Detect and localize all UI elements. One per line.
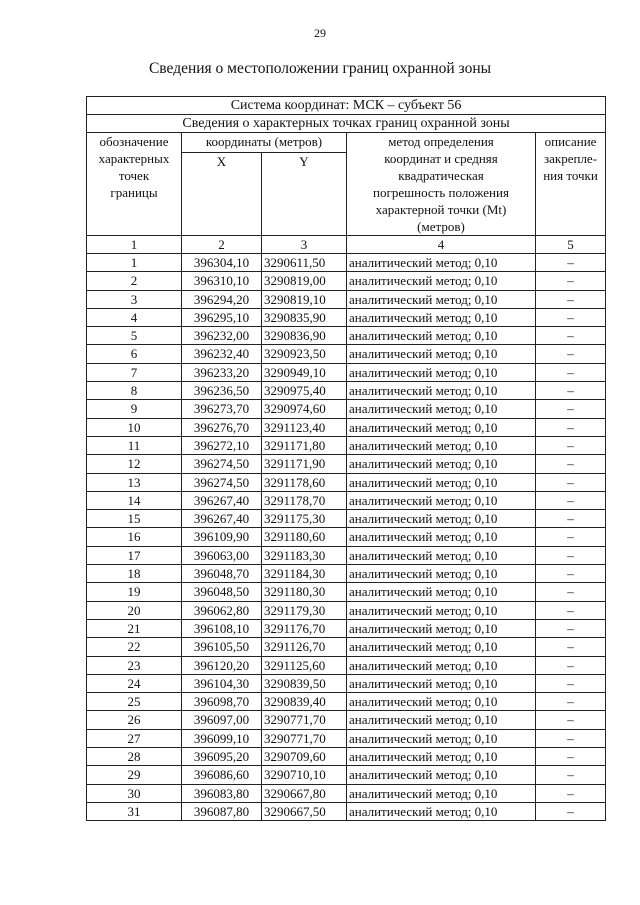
point-number: 16 — [87, 528, 182, 546]
point-number: 5 — [87, 327, 182, 345]
column-number: 3 — [262, 236, 347, 254]
header-description: описание закрепле- ния точки — [536, 133, 606, 236]
coordinate-x: 396294,20 — [182, 290, 262, 308]
method-text: аналитический метод; 0,10 — [347, 436, 536, 454]
coordinate-y: 3290975,40 — [262, 382, 347, 400]
table-row — [87, 619, 606, 637]
description-dash: – — [536, 656, 606, 674]
description-dash: – — [536, 473, 606, 491]
description-dash: – — [536, 638, 606, 656]
method-text: аналитический метод; 0,10 — [347, 766, 536, 784]
method-text: аналитический метод; 0,10 — [347, 638, 536, 656]
point-number: 22 — [87, 638, 182, 656]
coordinate-x: 396267,40 — [182, 510, 262, 528]
method-text: аналитический метод; 0,10 — [347, 546, 536, 564]
coordinate-x: 396276,70 — [182, 418, 262, 436]
page-number: 29 — [314, 26, 326, 40]
coordinate-x: 396104,30 — [182, 674, 262, 692]
description-dash: – — [536, 601, 606, 619]
description-dash: – — [536, 729, 606, 747]
coordinate-y: 3290923,50 — [262, 345, 347, 363]
method-text: аналитический метод; 0,10 — [347, 565, 536, 583]
header-x: X — [182, 153, 262, 236]
coordinate-y: 3290667,80 — [262, 784, 347, 802]
coordinate-y: 3291183,30 — [262, 546, 347, 564]
table-row — [87, 583, 606, 601]
coordinate-y: 3291175,30 — [262, 510, 347, 528]
description-dash: – — [536, 308, 606, 326]
method-text: аналитический метод; 0,10 — [347, 729, 536, 747]
coordinate-y: 3291176,70 — [262, 619, 347, 637]
method-text: аналитический метод; 0,10 — [347, 528, 536, 546]
coordinate-x: 396273,70 — [182, 400, 262, 418]
coordinate-x: 396083,80 — [182, 784, 262, 802]
coordinate-x: 396267,40 — [182, 491, 262, 509]
description-dash: – — [536, 363, 606, 381]
point-number: 12 — [87, 455, 182, 473]
description-dash: – — [536, 693, 606, 711]
table-row — [87, 601, 606, 619]
coordinate-y: 3290839,50 — [262, 674, 347, 692]
coordinate-x: 396108,10 — [182, 619, 262, 637]
table-subtitle: Сведения о характерных точках границ охранной зоны — [87, 115, 606, 133]
description-dash: – — [536, 766, 606, 784]
document-title: Сведения о местоположении границ охранной зоны — [148, 60, 492, 77]
method-text: аналитический метод; 0,10 — [347, 674, 536, 692]
coordinate-x: 396063,00 — [182, 546, 262, 564]
coordinate-x: 396295,10 — [182, 308, 262, 326]
point-number: 13 — [87, 473, 182, 491]
description-dash: – — [536, 802, 606, 820]
coordinate-x: 396098,70 — [182, 693, 262, 711]
coordinate-y: 3291180,30 — [262, 583, 347, 601]
coordinate-y: 3290771,70 — [262, 711, 347, 729]
method-text: аналитический метод; 0,10 — [347, 290, 536, 308]
point-number: 3 — [87, 290, 182, 308]
table-row — [87, 455, 606, 473]
description-dash: – — [536, 290, 606, 308]
description-dash: – — [536, 491, 606, 509]
method-text: аналитический метод; 0,10 — [347, 400, 536, 418]
method-text: аналитический метод; 0,10 — [347, 254, 536, 272]
description-dash: – — [536, 254, 606, 272]
coordinate-y: 3290611,50 — [262, 254, 347, 272]
coordinate-x: 396232,00 — [182, 327, 262, 345]
point-number: 19 — [87, 583, 182, 601]
point-number: 18 — [87, 565, 182, 583]
table-row — [87, 345, 606, 363]
description-dash: – — [536, 784, 606, 802]
description-dash: – — [536, 436, 606, 454]
description-dash: – — [536, 418, 606, 436]
point-number: 4 — [87, 308, 182, 326]
method-text: аналитический метод; 0,10 — [347, 327, 536, 345]
table-row — [87, 802, 606, 820]
method-text: аналитический метод; 0,10 — [347, 418, 536, 436]
point-number: 20 — [87, 601, 182, 619]
coordinate-system-title: Система координат: МСК – субъект 56 — [87, 97, 606, 115]
description-dash: – — [536, 565, 606, 583]
coordinate-y: 3291180,60 — [262, 528, 347, 546]
coordinate-y: 3290709,60 — [262, 748, 347, 766]
coordinate-y: 3291123,40 — [262, 418, 347, 436]
coordinate-y: 3291178,70 — [262, 491, 347, 509]
point-number: 7 — [87, 363, 182, 381]
coordinate-x: 396048,70 — [182, 565, 262, 583]
coordinate-y: 3290949,10 — [262, 363, 347, 381]
point-number: 2 — [87, 272, 182, 290]
coordinate-y: 3291171,90 — [262, 455, 347, 473]
table-row — [87, 436, 606, 454]
method-text: аналитический метод; 0,10 — [347, 510, 536, 528]
method-text: аналитический метод; 0,10 — [347, 363, 536, 381]
method-text: аналитический метод; 0,10 — [347, 345, 536, 363]
point-number: 30 — [87, 784, 182, 802]
table-row — [87, 510, 606, 528]
coordinate-y: 3290819,00 — [262, 272, 347, 290]
coordinate-x: 396099,10 — [182, 729, 262, 747]
method-text: аналитический метод; 0,10 — [347, 693, 536, 711]
coordinate-x: 396109,90 — [182, 528, 262, 546]
description-dash: – — [536, 382, 606, 400]
coordinate-x: 396274,50 — [182, 473, 262, 491]
description-dash: – — [536, 400, 606, 418]
column-number: 4 — [347, 236, 536, 254]
header-point-designation: обозначение характерных точек границы — [87, 133, 182, 236]
coordinate-y: 3290710,10 — [262, 766, 347, 784]
point-number: 1 — [87, 254, 182, 272]
description-dash: – — [536, 711, 606, 729]
coordinate-x: 396105,50 — [182, 638, 262, 656]
point-number: 31 — [87, 802, 182, 820]
point-number: 24 — [87, 674, 182, 692]
point-number: 26 — [87, 711, 182, 729]
method-text: аналитический метод; 0,10 — [347, 802, 536, 820]
point-number: 17 — [87, 546, 182, 564]
method-text: аналитический метод; 0,10 — [347, 601, 536, 619]
coordinate-y: 3291178,60 — [262, 473, 347, 491]
method-text: аналитический метод; 0,10 — [347, 619, 536, 637]
table-row — [87, 656, 606, 674]
description-dash: – — [536, 583, 606, 601]
header-coordinates: координаты (метров) — [182, 133, 347, 153]
table-row — [87, 382, 606, 400]
column-number: 5 — [536, 236, 606, 254]
point-number: 6 — [87, 345, 182, 363]
description-dash: – — [536, 546, 606, 564]
column-number: 1 — [87, 236, 182, 254]
method-text: аналитический метод; 0,10 — [347, 784, 536, 802]
table-row — [87, 638, 606, 656]
coordinate-y: 3291126,70 — [262, 638, 347, 656]
coordinate-x: 396120,20 — [182, 656, 262, 674]
coordinate-y: 3290835,90 — [262, 308, 347, 326]
coordinate-y: 3290819,10 — [262, 290, 347, 308]
table-row — [87, 711, 606, 729]
description-dash: – — [536, 327, 606, 345]
table-row — [87, 363, 606, 381]
method-text: аналитический метод; 0,10 — [347, 583, 536, 601]
table-row — [87, 308, 606, 326]
coordinate-x: 396048,50 — [182, 583, 262, 601]
method-text: аналитический метод; 0,10 — [347, 272, 536, 290]
column-number: 2 — [182, 236, 262, 254]
point-number: 28 — [87, 748, 182, 766]
coordinate-x: 396087,80 — [182, 802, 262, 820]
boundary-points-table — [86, 96, 606, 821]
table-row — [87, 327, 606, 345]
point-number: 10 — [87, 418, 182, 436]
point-number: 15 — [87, 510, 182, 528]
table-row — [87, 565, 606, 583]
table-row — [87, 491, 606, 509]
coordinate-y: 3290836,90 — [262, 327, 347, 345]
table-row — [87, 528, 606, 546]
coordinate-y: 3290771,70 — [262, 729, 347, 747]
description-dash: – — [536, 619, 606, 637]
table-row — [87, 400, 606, 418]
coordinate-y: 3291171,80 — [262, 436, 347, 454]
coordinate-y: 3291179,30 — [262, 601, 347, 619]
point-number: 23 — [87, 656, 182, 674]
point-number: 21 — [87, 619, 182, 637]
method-text: аналитический метод; 0,10 — [347, 308, 536, 326]
table-row — [87, 290, 606, 308]
coordinate-x: 396310,10 — [182, 272, 262, 290]
coordinate-x: 396062,80 — [182, 601, 262, 619]
method-text: аналитический метод; 0,10 — [347, 491, 536, 509]
point-number: 29 — [87, 766, 182, 784]
coordinate-y: 3290974,60 — [262, 400, 347, 418]
point-number: 11 — [87, 436, 182, 454]
coordinate-x: 396232,40 — [182, 345, 262, 363]
description-dash: – — [536, 510, 606, 528]
point-number: 27 — [87, 729, 182, 747]
description-dash: – — [536, 528, 606, 546]
coordinate-x: 396095,20 — [182, 748, 262, 766]
coordinate-y: 3291125,60 — [262, 656, 347, 674]
coordinate-x: 396274,50 — [182, 455, 262, 473]
coordinate-y: 3291184,30 — [262, 565, 347, 583]
table-row — [87, 254, 606, 272]
coordinate-x: 396236,50 — [182, 382, 262, 400]
method-text: аналитический метод; 0,10 — [347, 748, 536, 766]
method-text: аналитический метод; 0,10 — [347, 455, 536, 473]
header-method: метод определения координат и средняя квадратическая погрешность положения характерной точки (Mt) (метров) — [347, 133, 536, 236]
coordinate-x: 396097,00 — [182, 711, 262, 729]
table-row — [87, 418, 606, 436]
table-row — [87, 272, 606, 290]
table-row — [87, 473, 606, 491]
coordinate-x: 396272,10 — [182, 436, 262, 454]
description-dash: – — [536, 345, 606, 363]
method-text: аналитический метод; 0,10 — [347, 711, 536, 729]
description-dash: – — [536, 674, 606, 692]
point-number: 14 — [87, 491, 182, 509]
table-row — [87, 784, 606, 802]
point-number: 25 — [87, 693, 182, 711]
table-row — [87, 729, 606, 747]
method-text: аналитический метод; 0,10 — [347, 382, 536, 400]
table-row — [87, 748, 606, 766]
coordinate-y: 3290667,50 — [262, 802, 347, 820]
coordinate-y: 3290839,40 — [262, 693, 347, 711]
description-dash: – — [536, 272, 606, 290]
table-row — [87, 674, 606, 692]
method-text: аналитический метод; 0,10 — [347, 656, 536, 674]
table-row — [87, 693, 606, 711]
header-y: Y — [262, 153, 347, 236]
point-number: 9 — [87, 400, 182, 418]
table-row — [87, 766, 606, 784]
coordinate-x: 396304,10 — [182, 254, 262, 272]
method-text: аналитический метод; 0,10 — [347, 473, 536, 491]
description-dash: – — [536, 748, 606, 766]
table-row — [87, 546, 606, 564]
coordinate-x: 396086,60 — [182, 766, 262, 784]
coordinate-x: 396233,20 — [182, 363, 262, 381]
description-dash: – — [536, 455, 606, 473]
point-number: 8 — [87, 382, 182, 400]
